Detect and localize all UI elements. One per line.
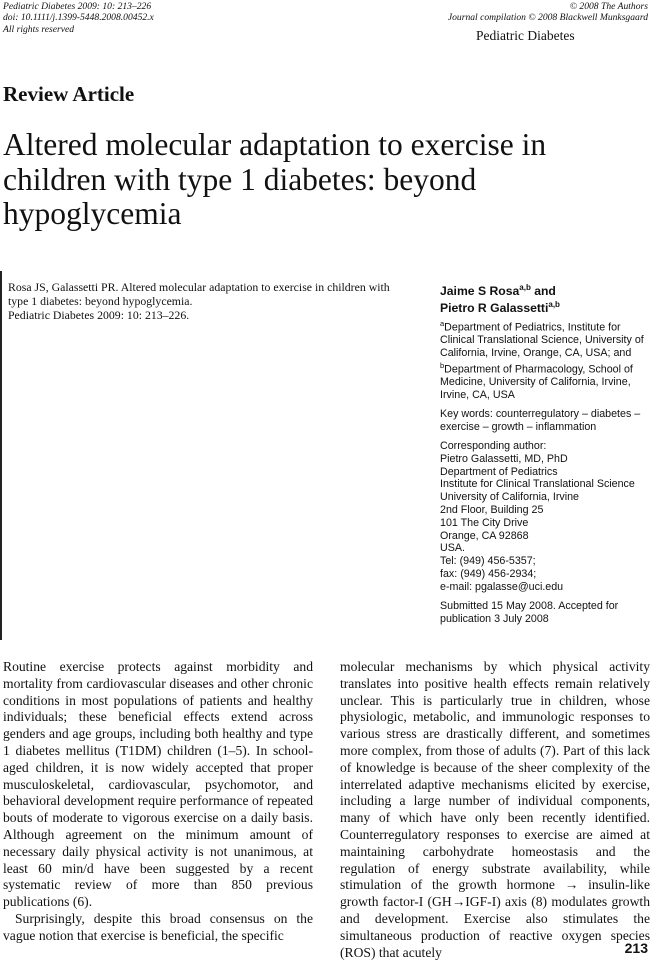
article-title: Altered molecular adaptation to exercise in children with type 1 diabetes: beyond hypoglycemia [3,127,547,231]
citation-text: Rosa JS, Galassetti PR. Altered molecular adaptation to exercise in children with type 1 diabetes: beyond hypoglycemia. [8,280,390,308]
affiliation-b: Department of Pharmacology, School of Medicine, University of California, Irvine, Irvine, CA, USA [440,363,633,402]
corresponding-author [440,440,650,594]
header-compilation: Journal compilation © 2008 Blackwell Munksgaard [447,12,648,24]
body-column-left [3,659,313,945]
corresp-institute: Institute for Clinical Translational Science [440,478,635,491]
header-rights: All rights reserved [3,23,75,35]
author-1-affiliation: a,b [519,283,531,292]
corresp-university: University of California, Irvine [440,491,579,504]
running-header-left [3,1,263,35]
author-2-affiliation: a,b [548,300,560,310]
keywords: Key words: counterregulatory – diabetes – exercise – growth – inflammation [440,408,641,433]
running-header-right [368,1,648,24]
authors [440,281,650,315]
corresp-fax: fax: (949) 456-2934; [440,567,537,580]
body-paragraph: Routine exercise protects against morbidity and mortality from cardiovascular diseases and other chronic conditions in most populations of patients and healthy individuals; these beneficial effects extend across genders and age groups, including both healthy and type 1 diabetes mellitus (T1DM) children (1–5). In school-aged children, it is now widely accepted that proper musculoskeletal, cardiovascular, psychomotor, and behavioral development require performance of repeated bouts of moderate to vigorous exercise on a daily basis. Although agreement on the minimum amount of necessary daily physical activity is not unanimous, at least 60 min/d have been suggested by a recent systematic review of more than 850 previous publications (6). [3,659,313,910]
body-column-right [340,659,650,961]
author-1: Jaime S Rosa [440,284,520,299]
body-paragraph: molecular mechanisms by which physical activity translates into positive health effects remain relatively unclear. This is particularly true in children, whose physiologic, metabolic, and immunologic responses to various stress are drastically different, and sometimes more complex, from those of adults (7). Part of this lack of knowledge is because of the sheer complexity of the interrelated adaptive mechanisms elicited by exercise, including a large number of individual components, many of which have only been recently identified. Counterregulatory responses to exercise are aimed at maintaining carbohydrate homeostasis and the regulation of energy substrate availability, while stimulation of the growth hormone → insulin-like growth factor-I (GH→IGF-I) axis (8) modulates growth and development. Exercise also stimulates the simultaneous production of reactive oxygen species (ROS) that acutely [340,659,650,960]
header-doi: doi: 10.1111/j.1399-5448.2008.00452.x [3,12,154,24]
corresp-city: Orange, CA 92868 [440,529,529,542]
corresp-department: Department of Pediatrics [440,465,558,478]
corresp-floor: 2nd Floor, Building 25 [440,503,544,516]
author-conjunction: and [530,284,556,299]
corresp-email: e-mail: pgalasse@uci.edu [440,580,564,593]
abstract-rule [0,271,2,640]
author-2: Pietro R Galassetti [440,301,549,316]
affiliation-b-marker: b [440,360,445,370]
header-copyright: © 2008 The Authors [569,1,648,12]
citation-block [8,280,400,322]
corresp-country: USA. [440,542,465,555]
corresp-name: Pietro Galassetti, MD, PhD [440,452,568,465]
header-journal-citation: Pediatric Diabetes 2009: 10: 213–226 [3,1,152,12]
citation-source: Pediatric Diabetes 2009: 10: 213–226. [8,308,190,322]
corresp-street: 101 The City Drive [440,516,529,529]
corresp-label: Corresponding author: [440,440,547,452]
journal-name: Pediatric Diabetes [476,28,575,43]
submission-dates: Submitted 15 May 2008. Accepted for publication 3 July 2008 [440,600,619,625]
affiliations [440,318,650,402]
page-number: 213 [624,940,648,956]
body-paragraph: Surprisingly, despite this broad consensus on the vague notion that exercise is beneficial, the specific [3,910,313,943]
article-type: Review Article [3,82,135,106]
affiliation-and: and [613,347,632,360]
corresp-tel: Tel: (949) 456-5357; [440,555,536,568]
affiliation-a: Department of Pediatrics, Institute for Clinical Translational Science, University of California, Irvine, Orange, CA, USA; [440,321,644,360]
affiliation-a-marker: a [440,319,445,328]
